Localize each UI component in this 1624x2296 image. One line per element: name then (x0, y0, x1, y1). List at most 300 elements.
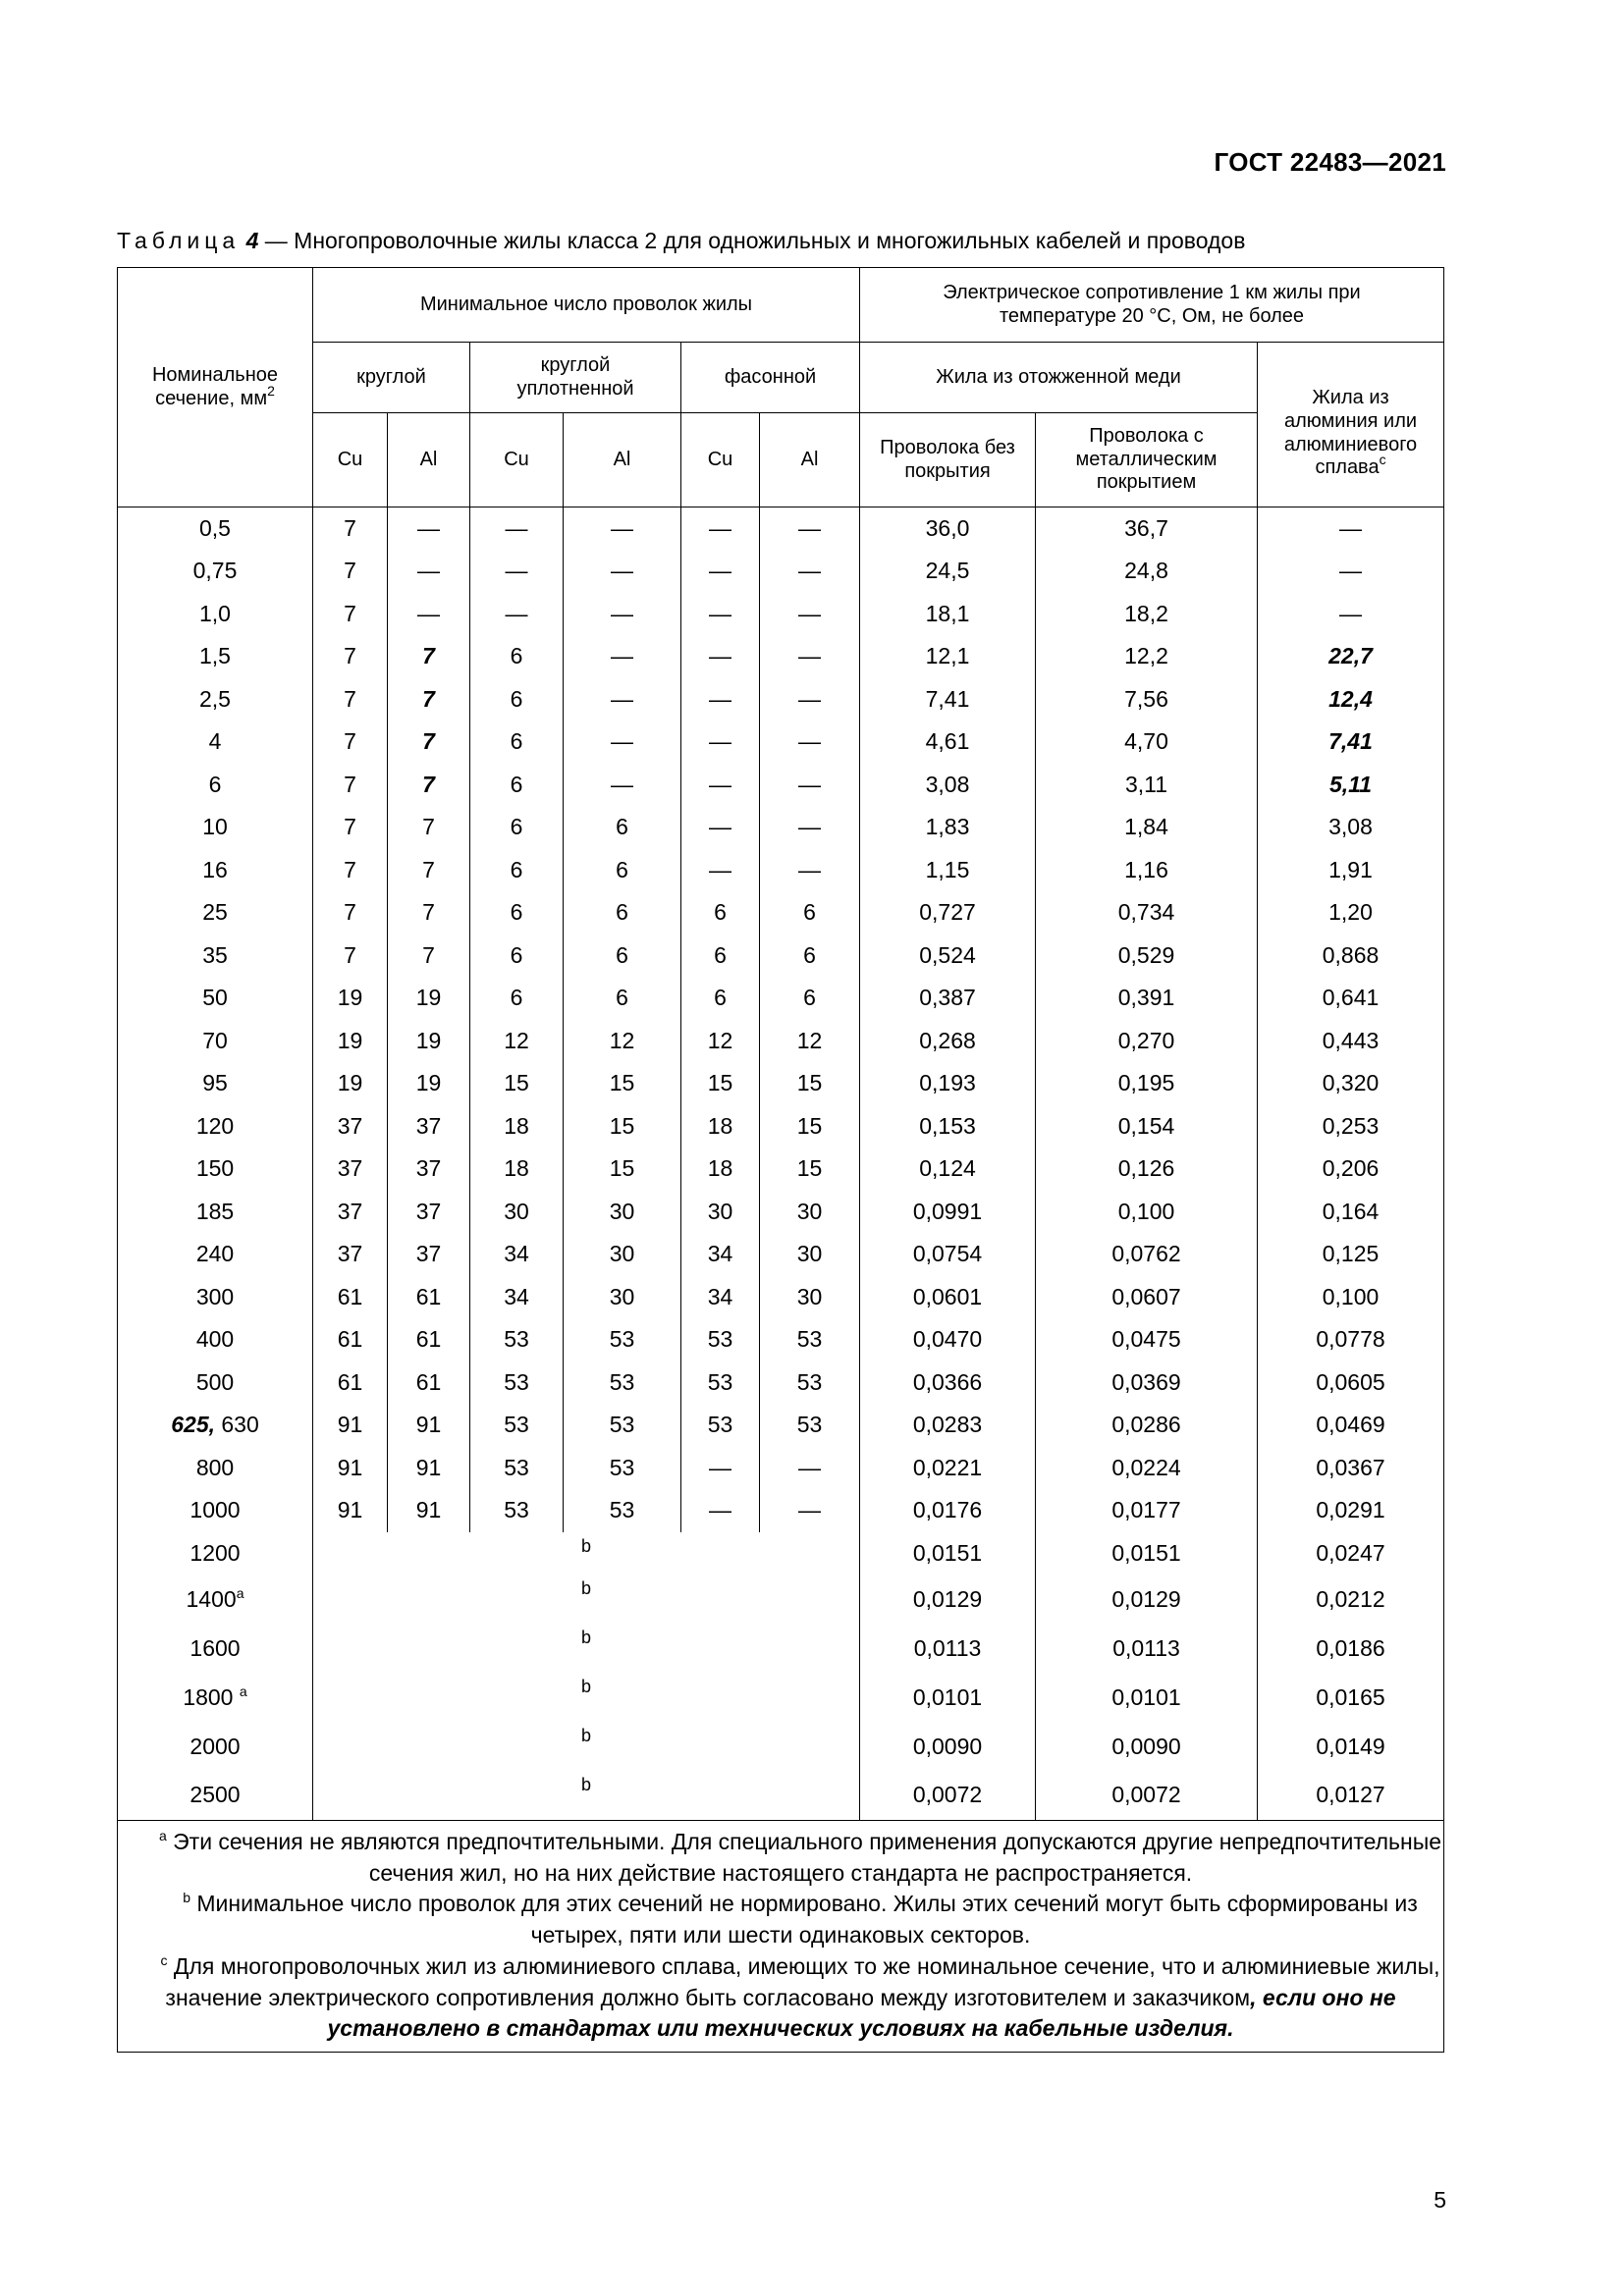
value-cell: 0,0778 (1258, 1318, 1444, 1362)
value-cell: 1,91 (1258, 849, 1444, 892)
section-cell: 185 (118, 1191, 313, 1234)
value-cell: — (760, 1489, 860, 1532)
value-cell: 6 (564, 934, 681, 978)
table-row (118, 891, 1444, 934)
section-cell: 150 (118, 1148, 313, 1191)
table-row (118, 1020, 1444, 1063)
table-caption (117, 228, 1245, 254)
value-cell: 7,41 (860, 678, 1036, 721)
value-cell: 53 (760, 1362, 860, 1405)
value-cell: — (760, 764, 860, 807)
value-cell: 0,125 (1258, 1233, 1444, 1276)
section-cell: 25 (118, 891, 313, 934)
value-cell: 0,153 (860, 1105, 1036, 1148)
not-normalized-mark: b (313, 1673, 860, 1722)
table-row (118, 1575, 1444, 1624)
section-cell: 95 (118, 1062, 313, 1105)
value-cell: 19 (388, 1020, 470, 1063)
value-cell: — (681, 721, 760, 764)
value-cell: 6 (760, 891, 860, 934)
value-cell: 12,1 (860, 635, 1036, 678)
value-cell: 0,0090 (860, 1722, 1036, 1771)
value-cell: — (681, 1489, 760, 1532)
value-cell: — (681, 764, 760, 807)
value-cell: — (760, 507, 860, 551)
section-cell: 0,75 (118, 550, 313, 593)
value-cell: 7 (313, 849, 388, 892)
value-cell: 0,164 (1258, 1191, 1444, 1234)
value-cell: 6 (470, 764, 564, 807)
table-row (118, 1624, 1444, 1673)
value-cell: 37 (313, 1191, 388, 1234)
value-cell: 30 (760, 1276, 860, 1319)
value-cell: 7 (388, 635, 470, 678)
value-cell: 0,0072 (860, 1771, 1036, 1820)
value-cell: — (470, 550, 564, 593)
header-cu: Cu (681, 413, 760, 507)
value-cell: 6 (470, 849, 564, 892)
value-cell: — (1258, 507, 1444, 551)
value-cell: 37 (388, 1105, 470, 1148)
value-cell: 0,529 (1036, 934, 1258, 978)
value-cell: 91 (313, 1489, 388, 1532)
value-cell: 7 (388, 891, 470, 934)
value-cell: 36,7 (1036, 507, 1258, 551)
table-row (118, 1318, 1444, 1362)
footnote-c: $^c$ Для многопроволочных жил из алюминиевого сплава, имеющих то же номинальное сечение, что и алюминиевые жилы, значение электрического сопротивления должно быть согласовано между изготовителем и заказчиком, если оно не установлено в стандартах или технических условиях на кабельные изделия. (160, 1951, 1440, 2042)
table-row (118, 1362, 1444, 1405)
value-cell: 30 (470, 1191, 564, 1234)
not-normalized-mark: b (313, 1575, 860, 1624)
section-cell: 1,0 (118, 593, 313, 636)
value-cell: 6 (470, 635, 564, 678)
value-cell: 15 (564, 1148, 681, 1191)
value-cell: 6 (760, 977, 860, 1020)
value-cell: 15 (470, 1062, 564, 1105)
value-cell: 34 (681, 1276, 760, 1319)
value-cell: 7 (388, 806, 470, 849)
table-row (118, 593, 1444, 636)
value-cell: 37 (388, 1191, 470, 1234)
value-cell: 53 (470, 1404, 564, 1447)
value-cell: 12,4 (1258, 678, 1444, 721)
value-cell: 6 (760, 934, 860, 978)
caption-text: — Многопроволочные жилы класса 2 для одножильных и многожильных кабелей и проводов (258, 228, 1246, 253)
value-cell: 0,0366 (860, 1362, 1036, 1405)
value-cell: 0,0605 (1258, 1362, 1444, 1405)
caption-number: 4 (245, 228, 259, 253)
value-cell: 6 (470, 806, 564, 849)
value-cell: 37 (388, 1148, 470, 1191)
value-cell: 0,0072 (1036, 1771, 1258, 1820)
section-cell: 2500 (118, 1771, 313, 1820)
value-cell: 53 (681, 1318, 760, 1362)
value-cell: 0,0469 (1258, 1404, 1444, 1447)
value-cell: 0,0165 (1258, 1673, 1444, 1722)
value-cell: 15 (760, 1148, 860, 1191)
value-cell: 53 (564, 1362, 681, 1405)
value-cell: — (564, 507, 681, 551)
value-cell: 7,41 (1258, 721, 1444, 764)
value-cell: 0,734 (1036, 891, 1258, 934)
table-row (118, 678, 1444, 721)
value-cell: 0,100 (1258, 1276, 1444, 1319)
value-cell: — (760, 550, 860, 593)
value-cell: 0,443 (1258, 1020, 1444, 1063)
table-row (118, 1233, 1444, 1276)
value-cell: — (1258, 550, 1444, 593)
value-cell: 53 (564, 1447, 681, 1490)
value-cell: 12 (564, 1020, 681, 1063)
value-cell: — (470, 593, 564, 636)
value-cell: 0,0129 (1036, 1575, 1258, 1624)
value-cell: 53 (564, 1404, 681, 1447)
section-cell: 1,5 (118, 635, 313, 678)
section-cell: 70 (118, 1020, 313, 1063)
table-row (118, 1771, 1444, 1820)
section-cell: 800 (118, 1447, 313, 1490)
value-cell: 6 (470, 678, 564, 721)
value-cell: 7 (313, 806, 388, 849)
value-cell: — (760, 1447, 860, 1490)
value-cell: 19 (388, 977, 470, 1020)
value-cell: 3,11 (1036, 764, 1258, 807)
table-row (118, 1062, 1444, 1105)
section-cell: 500 (118, 1362, 313, 1405)
value-cell: 30 (564, 1233, 681, 1276)
page-number: 5 (1434, 2187, 1446, 2213)
value-cell: 0,0090 (1036, 1722, 1258, 1771)
value-cell: — (681, 550, 760, 593)
value-cell: 0,0367 (1258, 1447, 1444, 1490)
value-cell: 53 (564, 1318, 681, 1362)
header-resistance: Электрическое сопротивление 1 км жилы при температуре 20 °С, Ом, не более (860, 268, 1444, 343)
value-cell: 91 (388, 1447, 470, 1490)
value-cell: 6 (681, 891, 760, 934)
value-cell: — (760, 635, 860, 678)
value-cell: — (1258, 593, 1444, 636)
value-cell: 0,0212 (1258, 1575, 1444, 1624)
value-cell: 0,0470 (860, 1318, 1036, 1362)
value-cell: 0,0224 (1036, 1447, 1258, 1490)
value-cell: 0,0221 (860, 1447, 1036, 1490)
value-cell: 0,524 (860, 934, 1036, 978)
value-cell: — (681, 635, 760, 678)
value-cell: 53 (760, 1318, 860, 1362)
value-cell: — (760, 806, 860, 849)
value-cell: 37 (388, 1233, 470, 1276)
section-cell: 240 (118, 1233, 313, 1276)
value-cell: 15 (564, 1062, 681, 1105)
value-cell: 0,0991 (860, 1191, 1036, 1234)
value-cell: 53 (681, 1404, 760, 1447)
value-cell: 0,0101 (860, 1673, 1036, 1722)
not-normalized-mark: b (313, 1722, 860, 1771)
value-cell: 7,56 (1036, 678, 1258, 721)
value-cell: 19 (313, 1020, 388, 1063)
value-cell: 24,8 (1036, 550, 1258, 593)
value-cell: — (470, 507, 564, 551)
value-cell: — (388, 507, 470, 551)
value-cell: 0,391 (1036, 977, 1258, 1020)
value-cell: 30 (681, 1191, 760, 1234)
value-cell: 0,124 (860, 1148, 1036, 1191)
value-cell: 7 (313, 635, 388, 678)
value-cell: 34 (470, 1276, 564, 1319)
value-cell: 6 (564, 977, 681, 1020)
value-cell: 0,727 (860, 891, 1036, 934)
value-cell: 3,08 (860, 764, 1036, 807)
value-cell: 6 (564, 849, 681, 892)
table-row (118, 977, 1444, 1020)
value-cell: 12,2 (1036, 635, 1258, 678)
section-cell: 10 (118, 806, 313, 849)
not-normalized-mark: b (313, 1532, 860, 1575)
value-cell: 0,641 (1258, 977, 1444, 1020)
header-al: Al (760, 413, 860, 507)
value-cell: — (564, 721, 681, 764)
table-row (118, 1489, 1444, 1532)
standard-code: ГОСТ 22483—2021 (1214, 147, 1446, 177)
value-cell: 6 (681, 977, 760, 1020)
value-cell: 37 (313, 1148, 388, 1191)
value-cell: 0,0601 (860, 1276, 1036, 1319)
header-min-wires: Минимальное число проволок жилы (313, 268, 860, 343)
value-cell: 0,0127 (1258, 1771, 1444, 1820)
value-cell: — (564, 764, 681, 807)
value-cell: 0,320 (1258, 1062, 1444, 1105)
value-cell: 61 (388, 1362, 470, 1405)
section-cell: 1600 (118, 1624, 313, 1673)
value-cell: 19 (388, 1062, 470, 1105)
value-cell: 6 (564, 891, 681, 934)
value-cell: — (760, 678, 860, 721)
table-row (118, 1532, 1444, 1575)
value-cell: 0,154 (1036, 1105, 1258, 1148)
value-cell: 7 (388, 849, 470, 892)
value-cell: 0,0101 (1036, 1673, 1258, 1722)
table-row (118, 1673, 1444, 1722)
value-cell: 1,84 (1036, 806, 1258, 849)
header-cu: Cu (313, 413, 388, 507)
header-al-alloy: Жила из алюминия или алюминиевого сплава$^c$ (1258, 343, 1444, 507)
value-cell: 1,16 (1036, 849, 1258, 892)
section-cell: 1400$^a$ (118, 1575, 313, 1624)
value-cell: 7 (313, 764, 388, 807)
value-cell: 30 (564, 1191, 681, 1234)
value-cell: 6 (470, 934, 564, 978)
value-cell: — (681, 1447, 760, 1490)
value-cell: — (564, 678, 681, 721)
value-cell: 19 (313, 1062, 388, 1105)
value-cell: 0,126 (1036, 1148, 1258, 1191)
header-coated: Проволока с металлическим покрытием (1036, 413, 1258, 507)
value-cell: 7 (313, 507, 388, 551)
value-cell: — (564, 593, 681, 636)
table-row (118, 1276, 1444, 1319)
value-cell: 12 (681, 1020, 760, 1063)
value-cell: 61 (313, 1362, 388, 1405)
value-cell: 0,0475 (1036, 1318, 1258, 1362)
section-cell: 1800 $^a$ (118, 1673, 313, 1722)
value-cell: 7 (313, 721, 388, 764)
value-cell: 12 (470, 1020, 564, 1063)
value-cell: 61 (388, 1318, 470, 1362)
value-cell: 6 (470, 891, 564, 934)
value-cell: 7 (313, 891, 388, 934)
value-cell: 18 (470, 1105, 564, 1148)
not-normalized-mark: b (313, 1771, 860, 1820)
value-cell: 53 (470, 1318, 564, 1362)
value-cell: 0,0129 (860, 1575, 1036, 1624)
table-row (118, 1105, 1444, 1148)
value-cell: 0,0607 (1036, 1276, 1258, 1319)
value-cell: 19 (313, 977, 388, 1020)
value-cell: 0,100 (1036, 1191, 1258, 1234)
value-cell: 18 (681, 1148, 760, 1191)
section-cell: 16 (118, 849, 313, 892)
section-cell: 400 (118, 1318, 313, 1362)
value-cell: 18 (681, 1105, 760, 1148)
value-cell: 7 (388, 678, 470, 721)
value-cell: 15 (760, 1105, 860, 1148)
header-round: круглой (313, 343, 470, 413)
value-cell: 7 (313, 678, 388, 721)
header-al: Al (564, 413, 681, 507)
header-shaped: фасонной (681, 343, 860, 413)
header-cu: Cu (470, 413, 564, 507)
table-row (118, 507, 1444, 551)
section-cell: 0,5 (118, 507, 313, 551)
value-cell: 0,0754 (860, 1233, 1036, 1276)
value-cell: 30 (760, 1191, 860, 1234)
footnote-b: $^b$ Минимальное число проволок для этих сечений не нормировано. Жилы этих сечений могут быть сформированы из четырех, пяти или шести одинаковых секторов. (183, 1890, 1418, 1949)
value-cell: 0,0283 (860, 1404, 1036, 1447)
value-cell: — (388, 550, 470, 593)
value-cell: 0,0113 (1036, 1624, 1258, 1673)
value-cell: 1,20 (1258, 891, 1444, 934)
value-cell: 91 (388, 1489, 470, 1532)
value-cell: 22,7 (1258, 635, 1444, 678)
value-cell: 0,0176 (860, 1489, 1036, 1532)
value-cell: — (681, 593, 760, 636)
section-cell: 4 (118, 721, 313, 764)
value-cell: 0,0762 (1036, 1233, 1258, 1276)
value-cell: 37 (313, 1105, 388, 1148)
value-cell: 15 (681, 1062, 760, 1105)
value-cell: — (681, 678, 760, 721)
value-cell: 61 (313, 1318, 388, 1362)
table-row (118, 1191, 1444, 1234)
value-cell: — (388, 593, 470, 636)
value-cell: 24,5 (860, 550, 1036, 593)
section-cell: 120 (118, 1105, 313, 1148)
value-cell: 53 (470, 1362, 564, 1405)
header-section: Номинальное сечение, $мм^2$ (118, 268, 313, 507)
table-row (118, 1447, 1444, 1490)
value-cell: 7 (388, 934, 470, 978)
value-cell: — (760, 593, 860, 636)
value-cell: 0,0247 (1258, 1532, 1444, 1575)
value-cell: 53 (564, 1489, 681, 1532)
value-cell: 3,08 (1258, 806, 1444, 849)
value-cell: 30 (564, 1276, 681, 1319)
value-cell: 53 (681, 1362, 760, 1405)
value-cell: 6 (564, 806, 681, 849)
table-row (118, 721, 1444, 764)
table-row (118, 1722, 1444, 1771)
value-cell: 12 (760, 1020, 860, 1063)
section-cell: 1000 (118, 1489, 313, 1532)
value-cell: 1,83 (860, 806, 1036, 849)
caption-prefix: Таблица (117, 228, 241, 253)
value-cell: 36,0 (860, 507, 1036, 551)
value-cell: — (760, 721, 860, 764)
value-cell: 18,2 (1036, 593, 1258, 636)
value-cell: 0,0186 (1258, 1624, 1444, 1673)
value-cell: 34 (681, 1233, 760, 1276)
value-cell: 0,193 (860, 1062, 1036, 1105)
value-cell: 0,270 (1036, 1020, 1258, 1063)
value-cell: 0,0286 (1036, 1404, 1258, 1447)
value-cell: 30 (760, 1233, 860, 1276)
table-row (118, 1148, 1444, 1191)
value-cell: 18 (470, 1148, 564, 1191)
table-row (118, 764, 1444, 807)
value-cell: 7 (313, 934, 388, 978)
value-cell: 0,387 (860, 977, 1036, 1020)
value-cell: 5,11 (1258, 764, 1444, 807)
section-cell: 2,5 (118, 678, 313, 721)
value-cell: 0,0149 (1258, 1722, 1444, 1771)
value-cell: 34 (470, 1233, 564, 1276)
value-cell: 6 (470, 977, 564, 1020)
wire-table (117, 267, 1444, 2053)
value-cell: 0,0151 (860, 1532, 1036, 1575)
value-cell: 53 (760, 1404, 860, 1447)
value-cell: 0,268 (860, 1020, 1036, 1063)
header-round-compact: круглой уплотненной (470, 343, 681, 413)
table-row (118, 550, 1444, 593)
table-row (118, 1404, 1444, 1447)
section-cell: 2000 (118, 1722, 313, 1771)
value-cell: 7 (313, 550, 388, 593)
value-cell: 0,0291 (1258, 1489, 1444, 1532)
footnotes (118, 1820, 1444, 2052)
value-cell: 0,0113 (860, 1624, 1036, 1673)
value-cell: 91 (313, 1404, 388, 1447)
table-row (118, 806, 1444, 849)
value-cell: 1,15 (860, 849, 1036, 892)
section-cell: 300 (118, 1276, 313, 1319)
value-cell: 53 (470, 1447, 564, 1490)
table-row (118, 934, 1444, 978)
value-cell: — (681, 507, 760, 551)
section-cell: 50 (118, 977, 313, 1020)
value-cell: 0,195 (1036, 1062, 1258, 1105)
value-cell: — (681, 849, 760, 892)
value-cell: 91 (388, 1404, 470, 1447)
value-cell: 15 (564, 1105, 681, 1148)
table-row (118, 635, 1444, 678)
section-cell: 35 (118, 934, 313, 978)
section-cell: 1200 (118, 1532, 313, 1575)
value-cell: 0,0177 (1036, 1489, 1258, 1532)
value-cell: 4,61 (860, 721, 1036, 764)
value-cell: 0,868 (1258, 934, 1444, 978)
value-cell: 53 (470, 1489, 564, 1532)
section-cell: 6 (118, 764, 313, 807)
